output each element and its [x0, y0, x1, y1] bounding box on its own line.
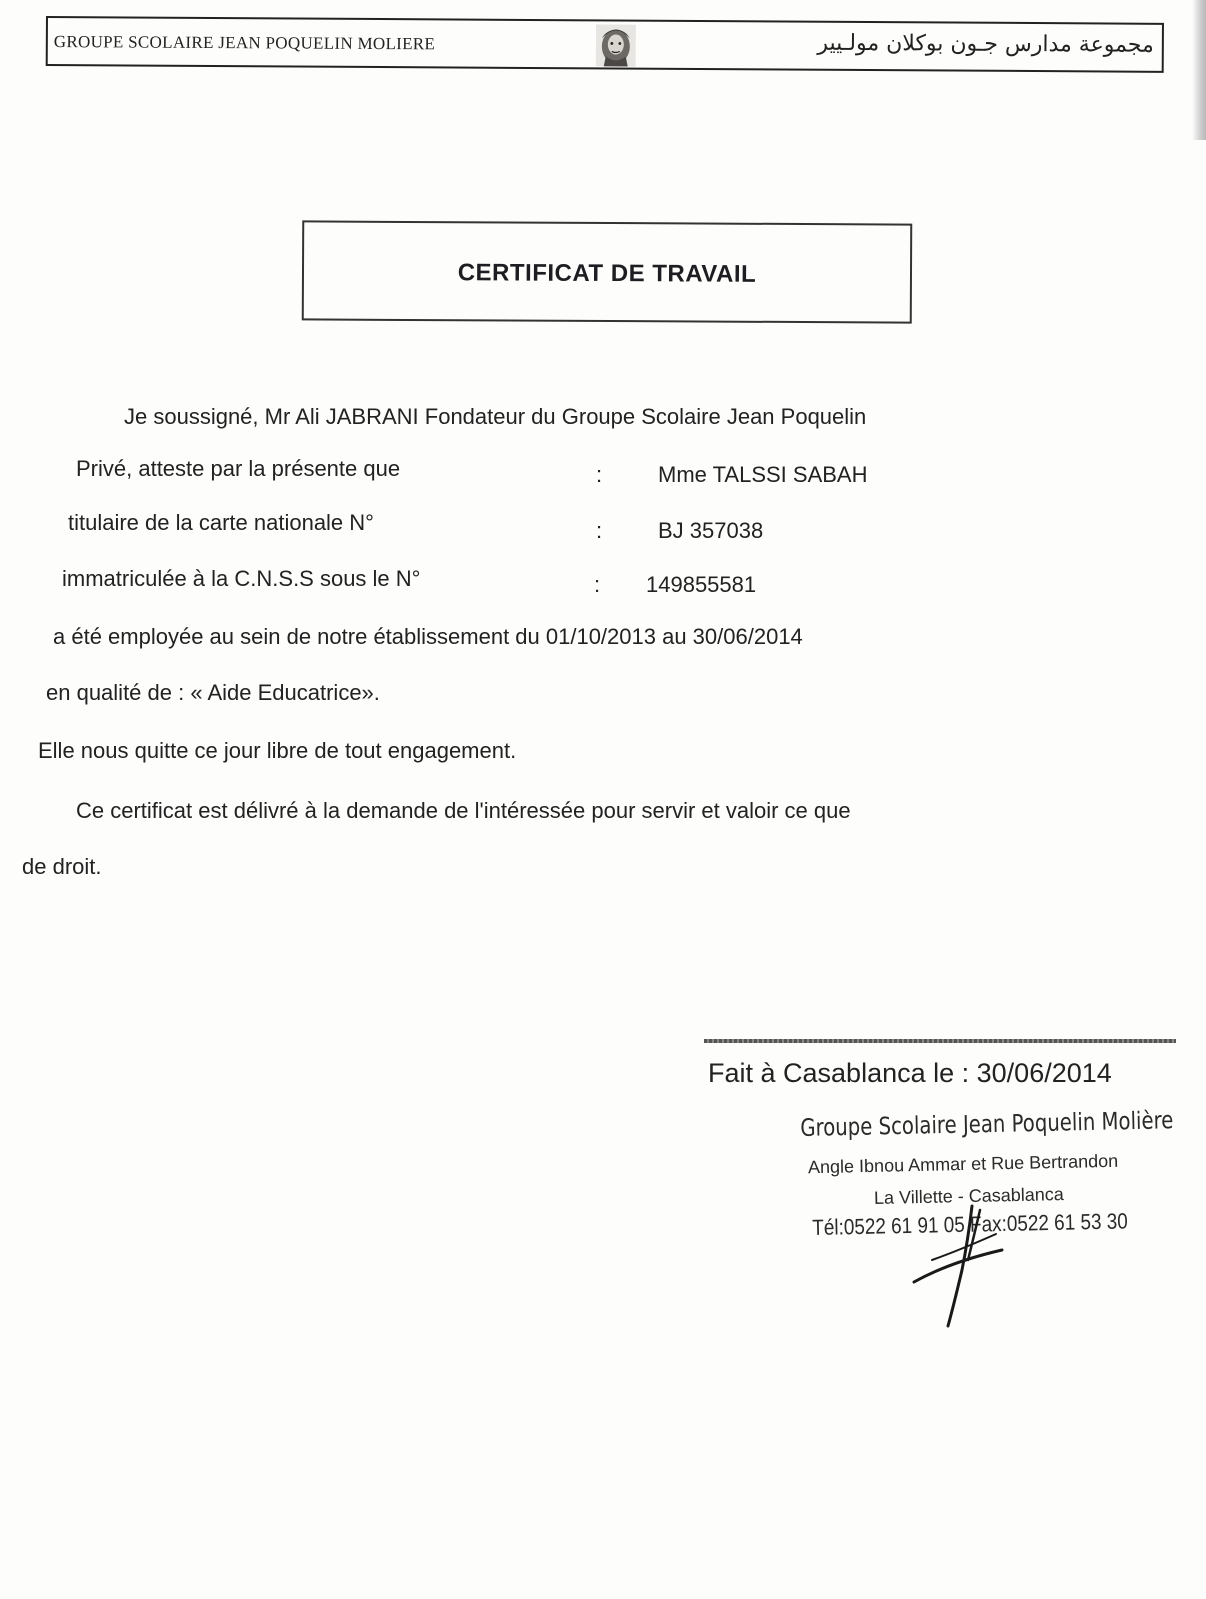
separator-colon: : [594, 572, 601, 597]
school-name-ar: مجموعة مدارس جـون بوكلان مولـيير [817, 30, 1154, 58]
signature-divider [704, 1039, 1176, 1043]
separator-colon: : [596, 518, 603, 543]
purpose-statement-end: de droit. [22, 854, 102, 879]
cnss-label: immatriculée à la C.N.S.S sous le N° [62, 566, 421, 591]
moliere-portrait-logo-icon [596, 24, 636, 66]
stamp-school-name: Groupe Scolaire Jean Poquelin Molière [800, 1106, 1174, 1142]
body-line-1: Je soussigné, Mr Ali JABRANI Fondateur du Groupe Scolaire Jean Poquelin [124, 404, 867, 429]
separator-colon: : [596, 462, 603, 487]
id-card-label: titulaire de la carte nationale N° [68, 510, 374, 535]
purpose-statement: Ce certificat est délivré à la demande de l'intéressée pour servir et valoir ce que [76, 798, 851, 823]
employee-label: Privé, atteste par la présente que [76, 456, 401, 481]
employment-period: a été employée au sein de notre établissement du 01/10/2013 au 30/06/2014 [53, 624, 803, 649]
job-title-line: en qualité de : « Aide Educatrice». [46, 680, 380, 705]
handwritten-signature-icon [910, 1200, 1020, 1330]
id-card-number: BJ 357038 [658, 518, 764, 543]
release-statement: Elle nous quitte ce jour libre de tout engagement. [38, 738, 517, 763]
employee-name: Mme TALSSI SABAH [658, 462, 868, 487]
place-and-date: Fait à Casablanca le : 30/06/2014 [708, 1058, 1112, 1088]
stamp-phone: Tél:0522 61 91 05 Fax:0522 61 53 30 [812, 1208, 1129, 1240]
stamp-city: La Villette - Casablanca [873, 1184, 1064, 1208]
title-box [302, 220, 913, 323]
stamp-address: Angle Ibnou Ammar et Rue Bertrandon [807, 1150, 1119, 1178]
cnss-number: 149855581 [646, 572, 757, 597]
letterhead-banner [46, 16, 1164, 73]
document-title: CERTIFICAT DE TRAVAIL [457, 259, 757, 288]
school-name-fr: GROUPE SCOLAIRE JEAN POQUELIN MOLIERE [53, 32, 436, 54]
page-edge-shadow [1192, 0, 1206, 140]
